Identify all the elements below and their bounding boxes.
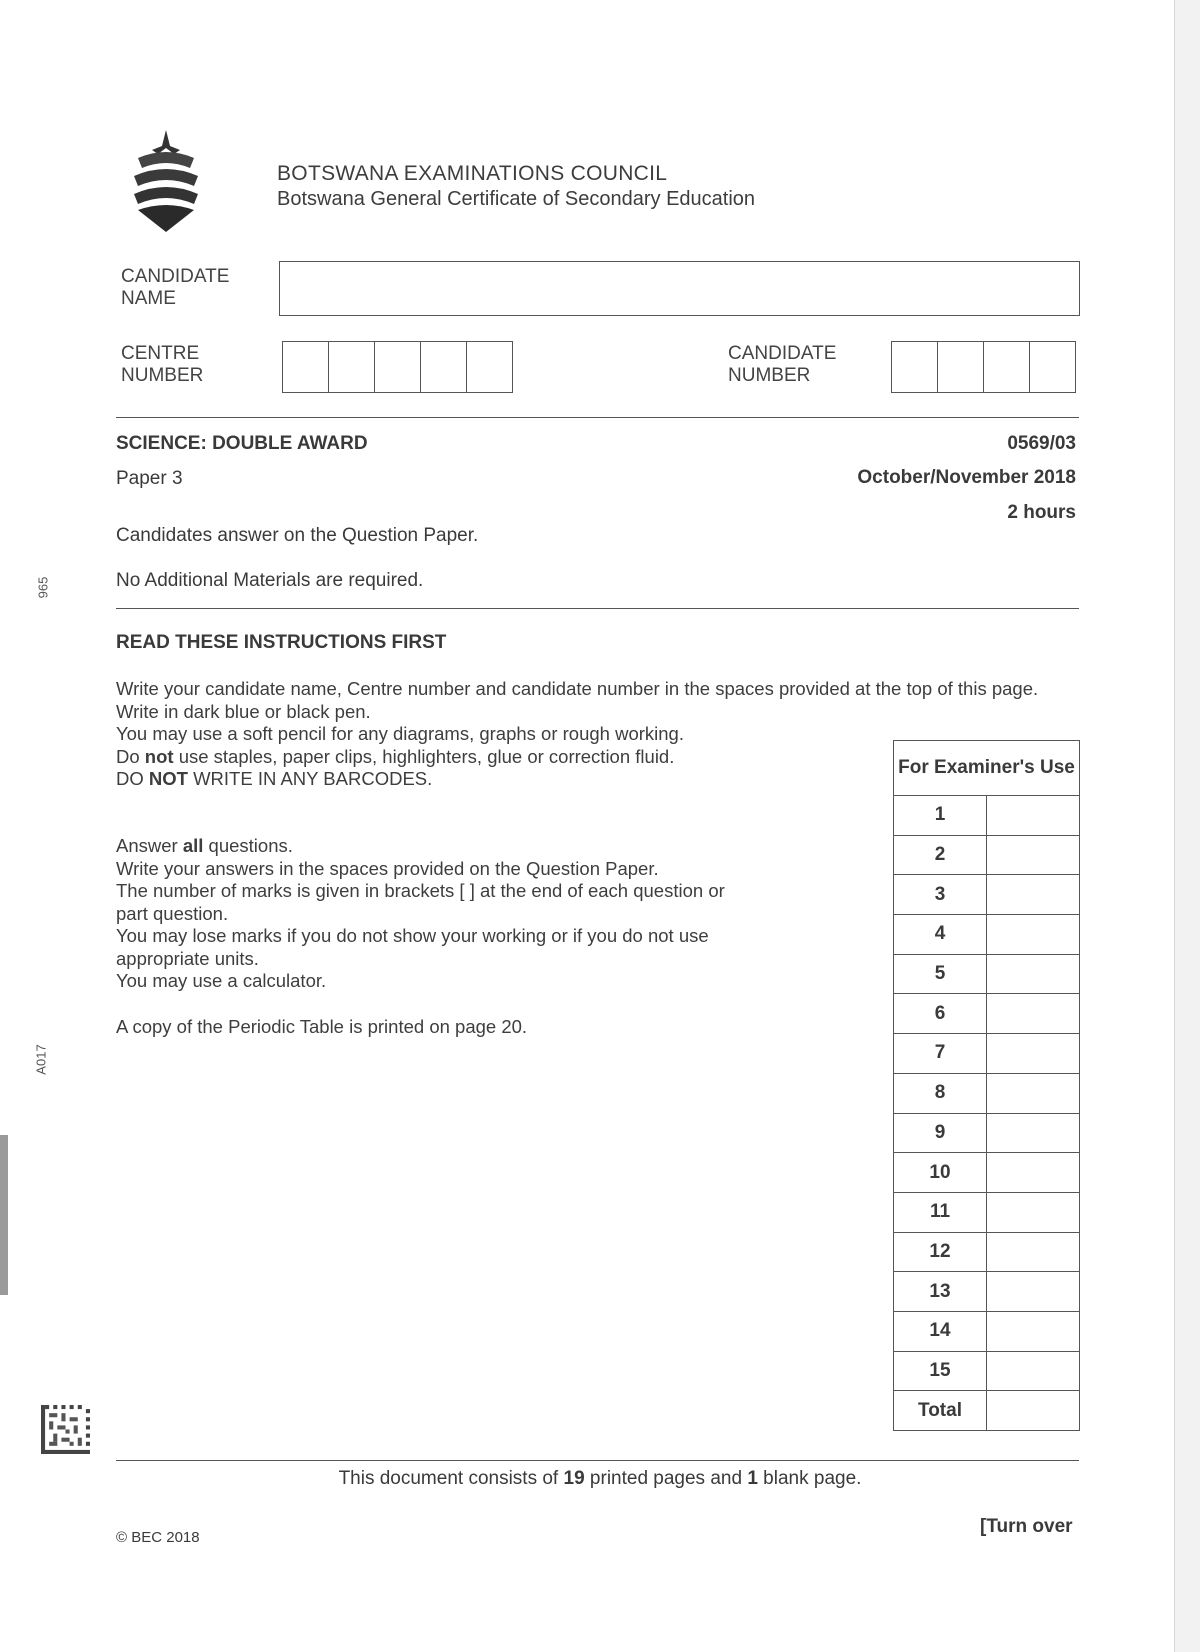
- turn-over: [Turn over: [980, 1516, 1073, 1537]
- question-number: 14: [894, 1311, 987, 1351]
- question-number: 5: [894, 954, 987, 994]
- mark-cell[interactable]: [987, 796, 1080, 836]
- question-number: 11: [894, 1192, 987, 1232]
- instruction-line: You may use a calculator.: [116, 970, 327, 991]
- periodic-table-note: A copy of the Periodic Table is printed on page 20.: [116, 1016, 528, 1037]
- table-row: [894, 835, 1080, 875]
- centre-number-cell[interactable]: [467, 342, 512, 392]
- instruction-line: Write your candidate name, Centre number and candidate number in the spaces provided at the top of this page.: [116, 678, 1039, 699]
- side-barcode-strip: [0, 1135, 8, 1295]
- question-number: 9: [894, 1113, 987, 1153]
- mark-cell[interactable]: [987, 1232, 1080, 1272]
- document-page-count: This document consists of 19 printed pages and 1 blank page.: [338, 1468, 862, 1489]
- instruction-line: Write in dark blue or black pen.: [116, 700, 371, 722]
- mark-cell[interactable]: [987, 1113, 1080, 1153]
- divider: [116, 608, 1079, 609]
- side-code-top: 965: [35, 576, 51, 599]
- centre-number-cell[interactable]: [283, 342, 329, 392]
- question-number: 1: [894, 796, 987, 836]
- subject-title: SCIENCE: DOUBLE AWARD: [116, 433, 368, 454]
- materials-note: No Additional Materials are required.: [116, 570, 424, 591]
- table-row: [894, 796, 1080, 836]
- question-number: 10: [894, 1153, 987, 1193]
- paper-code: 0569/03: [1007, 433, 1076, 454]
- candidate-name-label: CANDIDATE NAME: [121, 266, 230, 309]
- mark-cell[interactable]: [987, 835, 1080, 875]
- instruction-line: You may lose marks if you do not show your working or if you do not use: [116, 925, 709, 946]
- candidate-number-cell[interactable]: [984, 342, 1030, 392]
- council-name: BOTSWANA EXAMINATIONS COUNCIL: [277, 162, 668, 185]
- table-row: [894, 1391, 1080, 1431]
- certificate-name: Botswana General Certificate of Secondary Education: [277, 188, 756, 210]
- page-edge-shadow: [1174, 0, 1200, 1652]
- instructions-heading: READ THESE INSTRUCTIONS FIRST: [116, 632, 447, 653]
- mark-cell[interactable]: [987, 1153, 1080, 1193]
- mark-cell[interactable]: [987, 1311, 1080, 1351]
- mark-cell[interactable]: [987, 875, 1080, 915]
- candidate-number-field[interactable]: [891, 341, 1076, 393]
- divider: [116, 417, 1079, 418]
- instruction-line: Answer all questions.: [116, 835, 293, 856]
- centre-number-cell[interactable]: [375, 342, 421, 392]
- table-row: [894, 1272, 1080, 1312]
- total-label: Total: [894, 1391, 987, 1431]
- candidate-number-label: CANDIDATE NUMBER: [728, 343, 837, 386]
- centre-number-cell[interactable]: [421, 342, 467, 392]
- table-row: [894, 1232, 1080, 1272]
- centre-number-label: CENTRE NUMBER: [121, 343, 204, 386]
- instruction-line: Do not use staples, paper clips, highlighters, glue or correction fluid.: [116, 745, 675, 767]
- instruction-line: part question.: [116, 902, 229, 924]
- candidate-number-cell[interactable]: [938, 342, 984, 392]
- table-row: [894, 1351, 1080, 1391]
- candidate-number-cell[interactable]: [1030, 342, 1075, 392]
- question-number: 8: [894, 1073, 987, 1113]
- examiner-table-header: For Examiner's Use: [894, 741, 1080, 796]
- answer-note: Candidates answer on the Question Paper.: [116, 525, 479, 546]
- table-row: [894, 915, 1080, 955]
- question-number: 6: [894, 994, 987, 1034]
- table-row: [894, 1311, 1080, 1351]
- mark-cell[interactable]: [987, 1192, 1080, 1232]
- question-number: 13: [894, 1272, 987, 1312]
- exam-duration: 2 hours: [1007, 502, 1076, 523]
- mark-cell[interactable]: [987, 954, 1080, 994]
- instruction-line: appropriate units.: [116, 947, 259, 969]
- table-row: [894, 954, 1080, 994]
- question-number: 4: [894, 915, 987, 955]
- mark-cell[interactable]: [987, 1272, 1080, 1312]
- exam-session: October/November 2018: [857, 467, 1076, 488]
- table-row: [894, 875, 1080, 915]
- instruction-line: The number of marks is given in brackets [ ] at the end of each question or: [116, 880, 725, 901]
- candidate-number-cell[interactable]: [892, 342, 938, 392]
- instruction-line: DO NOT WRITE IN ANY BARCODES.: [116, 768, 433, 789]
- question-number: 2: [894, 835, 987, 875]
- table-row: [894, 1113, 1080, 1153]
- instructions-block-2: [116, 835, 816, 993]
- question-number: 12: [894, 1232, 987, 1272]
- footer-divider: [116, 1460, 1079, 1461]
- mark-cell[interactable]: [987, 915, 1080, 955]
- question-number: 3: [894, 875, 987, 915]
- table-row: [894, 1034, 1080, 1074]
- instruction-line: Write your answers in the spaces provided on the Question Paper.: [116, 857, 659, 879]
- centre-number-cell[interactable]: [329, 342, 375, 392]
- mark-cell[interactable]: [987, 994, 1080, 1034]
- candidate-name-field[interactable]: [279, 261, 1080, 316]
- paper-number: Paper 3: [116, 468, 183, 489]
- table-row: [894, 1073, 1080, 1113]
- question-number: 7: [894, 1034, 987, 1074]
- copyright: © BEC 2018: [116, 1529, 200, 1546]
- centre-number-field[interactable]: [282, 341, 513, 393]
- examiner-use-table: [893, 740, 1080, 1431]
- table-row: [894, 1192, 1080, 1232]
- instruction-line: You may use a soft pencil for any diagrams, graphs or rough working.: [116, 723, 684, 744]
- side-code-bottom: A017: [33, 1044, 49, 1075]
- question-number: 15: [894, 1351, 987, 1391]
- mark-cell[interactable]: [987, 1073, 1080, 1113]
- mark-cell[interactable]: [987, 1034, 1080, 1074]
- total-cell[interactable]: [987, 1391, 1080, 1431]
- table-row: [894, 1153, 1080, 1193]
- table-row: [894, 994, 1080, 1034]
- data-matrix-icon: [41, 1405, 90, 1454]
- bec-logo-icon: [128, 128, 204, 238]
- mark-cell[interactable]: [987, 1351, 1080, 1391]
